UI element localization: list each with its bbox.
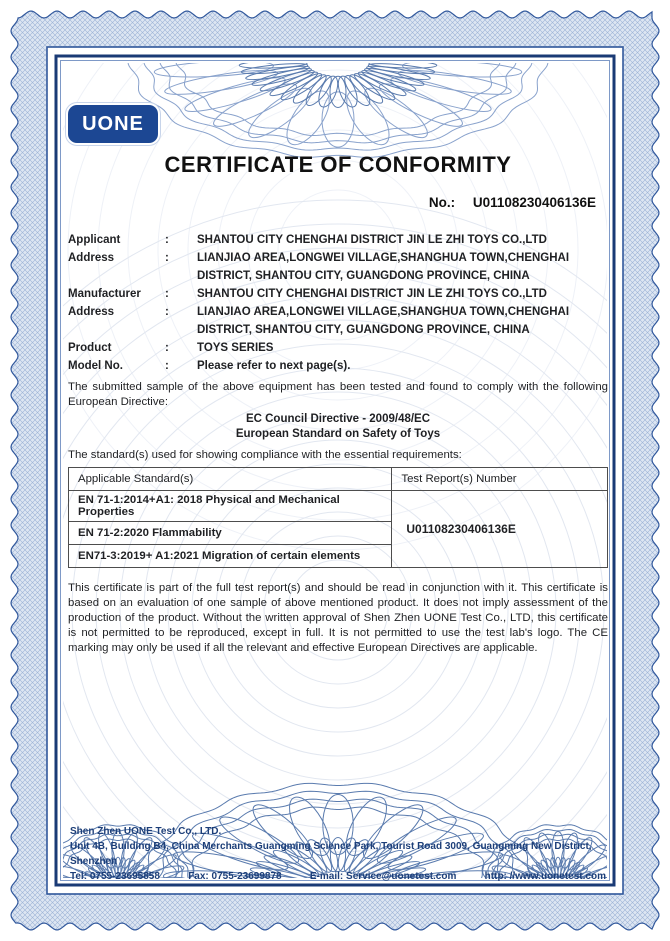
certificate-title: CERTIFICATE OF CONFORMITY xyxy=(164,152,512,177)
field-row-applicant-address xyxy=(68,249,608,285)
field-label: Model No. xyxy=(68,360,123,372)
lab-address: Unit 4B, Building B4, China Merchants Guangming Science Park, Tourist Road 3009, Guangming New District, Shenzhen xyxy=(70,841,592,867)
field-label: Product xyxy=(68,342,112,354)
directives-block xyxy=(68,412,608,442)
applicable-standards-header: Applicable Standard(s) xyxy=(69,468,392,491)
certificate-number-label: No.: xyxy=(428,195,456,210)
field-colon: : xyxy=(165,288,169,300)
lab-web: http: //www.uonetest.com xyxy=(484,871,606,882)
field-value: TOYS SERIES xyxy=(197,342,274,354)
disclaimer-paragraph: This certificate is part of the full test report(s) and should be read in conjunction with it. This certificate is based on an evaluation of one sample of above mentioned product. It does not imply assessment of the production of the product. Without the written approval of Shen Zhen UONE Test Co., LTD, this certificate is not permitted to be reproduced, except in full. It is not permitted to use the test lab's logo. The CE marking may only be used if all the relevant and effective European Directives are applicable. xyxy=(68,582,608,654)
lab-tel: Tel: 0755-23695858 xyxy=(70,871,160,882)
uone-logo xyxy=(68,105,158,143)
field-row-model-no xyxy=(68,357,608,375)
test-report-number-header: Test Report(s) Number xyxy=(392,468,608,491)
certificate-body xyxy=(68,65,608,881)
directive-line-2: European Standard on Safety of Toys xyxy=(235,428,441,440)
intro-paragraph: The submitted sample of the above equipment has been tested and found to comply with the following European Directive: xyxy=(68,381,608,408)
standards-intro: The standard(s) used for showing compliance with the essential requirements: xyxy=(68,449,462,461)
standard-cell: EN 71-2:2020 Flammability xyxy=(69,522,392,545)
standards-table-header-row xyxy=(69,468,608,491)
field-colon: : xyxy=(165,234,169,246)
fields-block xyxy=(68,231,608,375)
standards-table xyxy=(68,467,608,568)
field-label: Manufacturer xyxy=(68,288,141,300)
field-row-product xyxy=(68,339,608,357)
field-label: Address xyxy=(68,252,115,264)
field-colon: : xyxy=(165,252,169,264)
certificate-number-value: U01108230406136E xyxy=(472,195,596,210)
directive-line-1: EC Council Directive - 2009/48/EC xyxy=(245,413,431,425)
field-colon: : xyxy=(165,360,169,372)
lab-contacts xyxy=(70,869,606,884)
standard-cell: EN71-3:2019+ A1:2021 Migration of certain elements xyxy=(69,545,392,568)
field-label: Address xyxy=(68,306,115,318)
field-colon: : xyxy=(165,342,169,354)
lab-email: E-mail: Service@uonetest.com xyxy=(309,871,457,882)
field-colon: : xyxy=(165,306,169,318)
field-row-manufacturer xyxy=(68,285,608,303)
field-row-manufacturer-address xyxy=(68,303,608,339)
certificate-number-line xyxy=(68,195,608,210)
lab-fax: Fax: 0755-23699878 xyxy=(188,871,282,882)
standards-table-row xyxy=(69,491,608,522)
field-value: Please refer to next page(s). xyxy=(197,360,351,372)
lab-company-name: Shen Zhen UONE Test Co., LTD. xyxy=(70,826,222,837)
standard-cell: EN 71-1:2014+A1: 2018 Physical and Mechanical Properties xyxy=(69,491,392,522)
field-value: LIANJIAO AREA,LONGWEI VILLAGE,SHANGHUA TOWN,CHENGHAI DISTRICT, SHANTOU CITY, GUANGDONG PROVINCE, CHINA xyxy=(197,306,570,336)
field-value: SHANTOU CITY CHENGHAI DISTRICT JIN LE ZHI TOYS CO.,LTD xyxy=(197,288,547,300)
report-number-cell: U01108230406136E xyxy=(392,491,608,568)
uone-logo-text: UONE xyxy=(82,112,144,135)
field-row-applicant xyxy=(68,231,608,249)
field-label: Applicant xyxy=(68,234,121,246)
lab-footer xyxy=(70,824,606,884)
field-value: LIANJIAO AREA,LONGWEI VILLAGE,SHANGHUA TOWN,CHENGHAI DISTRICT, SHANTOU CITY, GUANGDONG PROVINCE, CHINA xyxy=(197,252,570,282)
field-value: SHANTOU CITY CHENGHAI DISTRICT JIN LE ZHI TOYS CO.,LTD xyxy=(197,234,547,246)
